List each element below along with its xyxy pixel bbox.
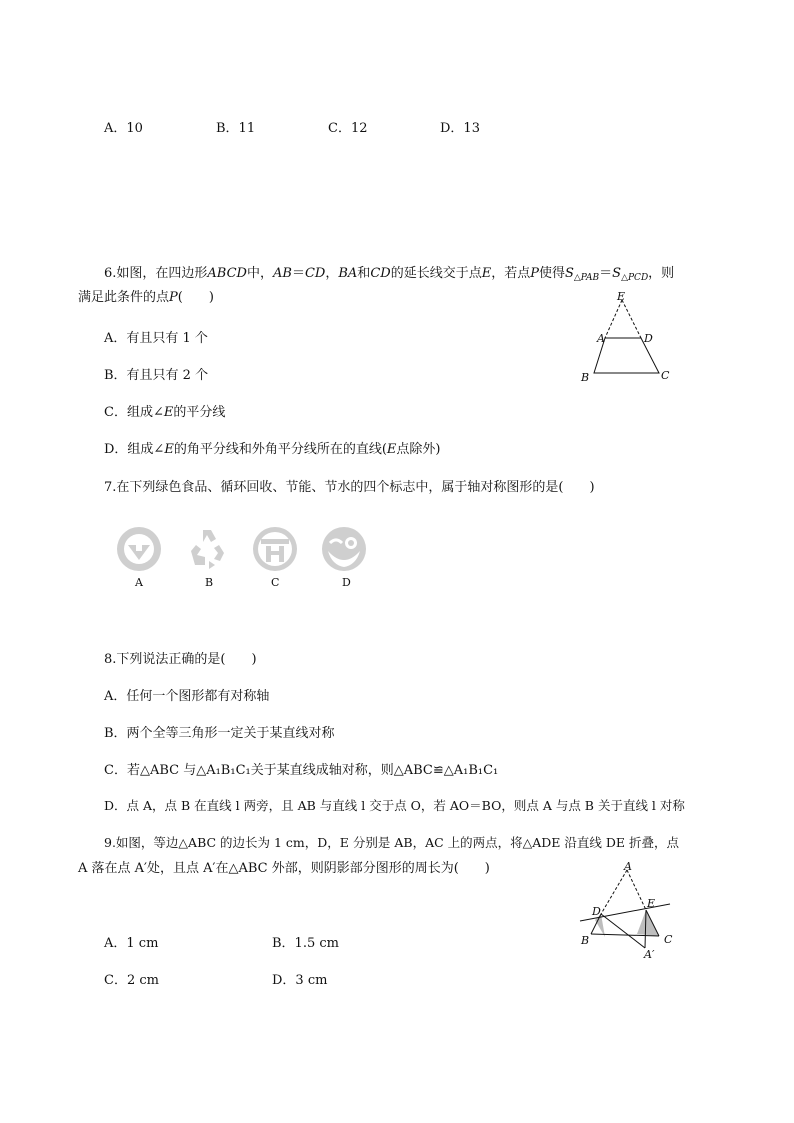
q5-option-a: A．10 [104,121,143,136]
q6-option-d: D．组成∠E的角平分线和外角平分线所在的直线(E点除外) [104,442,441,457]
q6-dashed-ed [622,300,641,338]
q6-label-e: E [617,290,626,303]
q6-stem-line1: 6.如图，在四边形ABCD中，AB＝CD，BA和CD的延长线交于点E，若点P使得$S_{\triangle PAB}=S_{\triangle PCD}$，则 [104,266,675,283]
q9-option-d: D．3 cm [272,973,328,988]
q7-label-d: D [342,576,351,589]
q9-dashed-ad [601,870,627,914]
q8-option-c: C．若△ABC 与△A₁B₁C₁关于某直线成轴对称，则△ABC≌△A₁B₁C₁ [104,763,499,778]
q7-stem: 7.在下列绿色食品、循环回收、节能、节水的四个标志中，属于轴对称图形的是( ) [104,480,595,495]
q9-label-c: C [664,933,673,946]
q9-option-c: C．2 cm [104,973,159,988]
green-food-logo-icon [115,525,163,573]
q5-option-b: B．11 [216,121,256,136]
q8-option-a: A．任何一个图形都有对称轴 [104,689,270,704]
q6-trapezoid-figure [575,288,685,388]
q8-option-b: B．两个全等三角形一定关于某直线对称 [104,726,335,741]
q5-option-d: D．13 [440,121,480,136]
q6-option-a: A．有且只有 1 个 [104,331,208,346]
q6-label-a: A [597,332,605,345]
q5-option-c: C．12 [328,121,368,136]
q9-label-a-prime: A′ [644,948,655,961]
water-saving-icon [320,525,368,573]
q6-label-c: C [661,369,670,382]
q8-stem: 8.下列说法正确的是( ) [104,652,257,667]
q9-option-b: B．1.5 cm [272,936,339,951]
energy-saving-icon [251,525,299,573]
q7-label-a: A [135,576,143,589]
q8-option-d: D．点 A，点 B 在直线 l 两旁，且 AB 与直线 l 交于点 O，若 AO＝BO，则点 A 与点 B 关于直线 l 对称 [104,798,685,813]
q9-stem-line2: A 落在点 A′处，且点 A′在△ABC 外部，则阴影部分图形的周长为( ) [78,861,490,876]
q9-folded-triangle-figure [575,858,675,963]
q6-option-b: B．有且只有 2 个 [104,368,209,383]
q9-option-a: A．1 cm [104,936,159,951]
q6-stem-line2: 满足此条件的点P( ) [78,290,214,305]
q6-label-b: B [581,371,590,384]
q9-label-e: E [647,897,656,910]
q6-label-d: D [644,332,653,345]
q7-label-b: B [205,576,214,589]
q9-label-d: D [592,905,601,918]
q7-label-c: C [271,576,280,589]
q9-dashed-ae [627,870,646,910]
q9-label-a: A [624,860,632,873]
q9-label-b: B [581,934,590,947]
q9-stem-line1: 9.如图，等边△ABC 的边长为 1 cm，D，E 分别是 AB，AC 上的两点，将△ADE 沿直线 DE 折叠，点 [104,835,680,850]
q6-option-c: C．组成∠E的平分线 [104,405,226,420]
recycle-icon [183,525,231,573]
q6-dashed-ea [605,300,622,338]
